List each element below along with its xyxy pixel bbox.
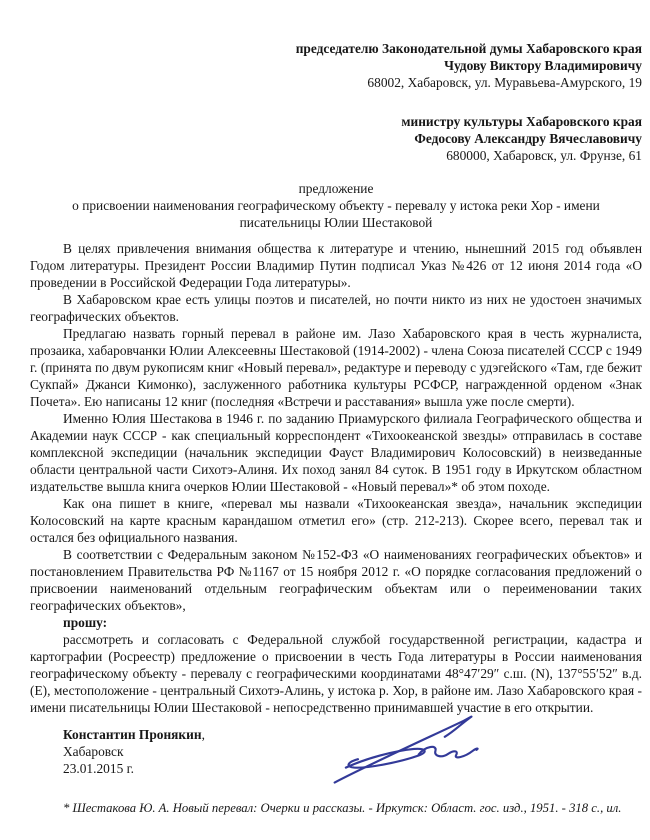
paragraph-2: В Хабаровском крае есть улицы поэтов и писателей, но почти никто из них не удостоен значимых географических объектов. (30, 292, 642, 324)
signature-block (30, 726, 642, 790)
request-paragraph: рассмотреть и согласовать с Федеральной службой государственной регистрации, кадастра и картографии (Росреестр) предложение о присвоении в честь Года литературы в России наименования географическому объекту - перевалу с географическими координатами 48°47′29″ с.ш. (N), 137°55′52″ в.д. (Е), местоположение - центральный Сихотэ-Алинь, у истока р. Хор, в районе им. Лазо Хабаровского края - имени писательницы Юлии Шестаковой - непосредственно принимавшей участие в его открытии. (30, 632, 642, 715)
recipient-1-address: 68002, Хабаровск, ул. Муравьева-Амурского, 19 (367, 75, 642, 90)
document-title (30, 180, 642, 231)
signer-details (63, 726, 233, 777)
paragraph-6: В соответствии с Федеральным законом №152-ФЗ «О наименованиях географических объектов» и постановлением Правительства РФ №1167 от 15 ноября 2012 г. «О порядке согласования предложений о присвоении наименований отдельным географическим объектам или о переименовании таких географических объектов», (30, 547, 642, 613)
paragraph-5: Как она пишет в книге, «перевал мы назвали «Тихоокеанская звезда», начальник экспедиции Колосовский на карте красным карандашом отметил его» (стр. 212-213). Скорее всего, перевал так и остался без официального названия. (30, 496, 642, 545)
signer-date: 23.01.2015 г. (63, 761, 134, 776)
signer-name-suffix: , (201, 727, 205, 742)
recipient-2-position: министру культуры Хабаровского края (401, 114, 642, 129)
paragraph-1: В целях привлечения внимания общества к литературе и чтению, нынешний 2015 год объявлен Годом литературы. Президент России Владимир Путин подписал Указ №426 от 12 июня 2014 года «О проведении в Российской Федерации Года литературы». (30, 241, 642, 290)
signature-ink (323, 706, 518, 790)
recipient-2-name: Федосову Александру Вячеславовичу (414, 131, 642, 146)
recipient-1-position: председателю Законодательной думы Хабаровского края (295, 41, 642, 56)
title-word: предложение (298, 181, 374, 196)
signer-city: Хабаровск (63, 744, 124, 759)
title-subtitle: о присвоении наименования географическому объекту - перевалу у истока реки Хор - имени писательницы Юлии Шестаковой (72, 198, 600, 230)
request-label: прошу: (63, 615, 108, 630)
document-body (30, 240, 642, 716)
paragraph-4: Именно Юлия Шестакова в 1946 г. по заданию Приамурского филиала Географического общества и Академии наук СССР - как специальный корреспондент «Тихоокеанской звезды» отправилась в составе комплексной экспедиции (начальник экспедиции Фауст Владимирович Колосовский) в неизведанные области центральной части Сихотэ-Алиня. Их поход занял 84 суток. В 1951 году в Иркутском областном издательстве вышла книга очерков Юлии Шестаковой - «Новый перевал»* об этом походе. (30, 411, 642, 494)
recipient-2-address: 680000, Хабаровск, ул. Фрунзе, 61 (446, 148, 642, 163)
signer-name-line (63, 726, 233, 743)
recipient-block-1 (30, 40, 642, 91)
recipient-1-name: Чудову Виктору Владимировичу (444, 58, 642, 73)
recipient-block-2 (30, 113, 642, 164)
footnote: * Шестакова Ю. А. Новый перевал: Очерки и рассказы. - Иркутск: Област. гос. изд., 1951. - 318 с., ил. (63, 801, 622, 815)
signer-name: Константин Пронякин (63, 727, 202, 742)
paragraph-3: Предлагаю назвать горный перевал в районе им. Лазо Хабаровского края в честь журналиста, прозаика, хабаровчанки Юлии Алексеевны Шестаковой (1914-2002) - члена Союза писателей СССР с 1949 г. (принята по двум рукописям книг «Новый перевал», редактуре и переводу с удэгейского «Там, где бежит Сукпай» Джанси Кимонко), заслуженного работника культуры РСФСР, награжденной орденом «Знак Почета». Ею написаны 12 книг (последняя «Встречи и расставания» вышла уже после смерти). (30, 326, 642, 409)
